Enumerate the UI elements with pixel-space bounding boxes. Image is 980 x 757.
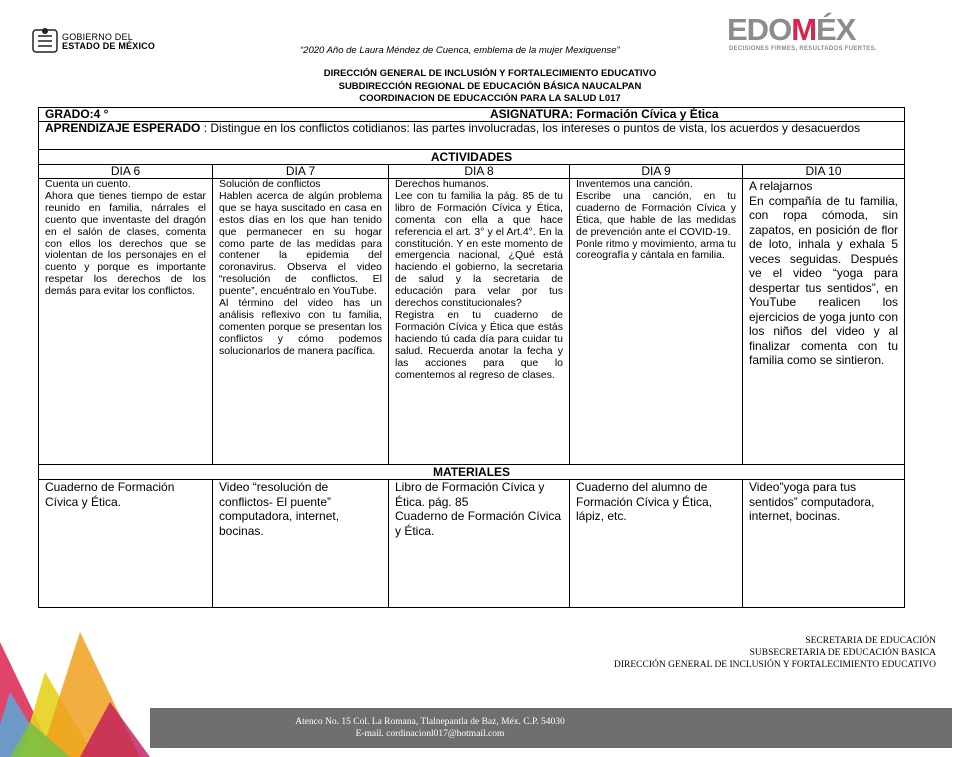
grade-row bbox=[39, 108, 905, 122]
brand-x: ÉX bbox=[816, 12, 856, 47]
footer-email[interactable]: E-mail. cordinacionl017@hotmail.com bbox=[355, 729, 505, 739]
material-cell: Libro de Formación Cívica y Ética. pág. 85 Cuaderno de Formación Cívica y Ética. bbox=[389, 480, 570, 608]
government-logo-text bbox=[62, 33, 155, 51]
activities-table bbox=[38, 107, 905, 608]
activity-cell: Cuenta un cuento. Ahora que tienes tiempo de estar reunido en familia, nárrales el cuento que inventaste del dragón en el salón de clases, comenta con ellos los derechos que se violentan de los personajes en el cuento y porque es importante respetar los derechos de los demás para evitar los conflictos. bbox=[39, 179, 213, 465]
title-line: COORDINACION DE EDUCACCIÓN PARA LA SALUD L017 bbox=[359, 93, 621, 104]
activities-row bbox=[39, 179, 905, 465]
title-line: SUBDIRECCIÓN REGIONAL DE EDUCACIÓN BÁSICA NAUCALPAN bbox=[338, 80, 642, 92]
footer-bar bbox=[150, 708, 952, 748]
day-header: DIA 8 bbox=[389, 165, 570, 179]
learning-text: : Distingue en los conflictos cotidianos: las partes involucradas, los intereses o puntos de vista, los acuerdos y desacuerdos bbox=[200, 121, 861, 135]
activity-cell: Inventemos una canción. Escribe una canción, en tu cuaderno de Formación Cívica y Ética, que hable de las medidas de prevención ante el COVID-19. Ponle ritmo y movimiento, arma tu coreografía y cántala en familia. bbox=[570, 179, 743, 465]
brand-mid: M bbox=[791, 12, 817, 47]
footer-contact bbox=[150, 716, 710, 740]
activity-cell: Derechos humanos. Lee con tu familia la pág. 85 de tu libro de Formación Cívica y Ética, comenta con ella a que hace referencia el art. 3° y el Art.4°. En la constitución. Y en este momento de emergencia nacional, ¿Qué está haciendo el gobierno, la secretaria de salud y la secretaria de educación para velar por tus derechos constitucionales? Registra en tu cuaderno de Formación Cívica y Ética que estás haciendo tú cada día para cuidar tu salud. Recuerda anotar la fecha y las acciones para que lo comentemos al regreso de clases. bbox=[389, 179, 570, 465]
learning-cell bbox=[39, 122, 905, 150]
gov-line1: GOBIERNO DEL bbox=[62, 32, 133, 42]
activity-cell: Solución de conflictos Hablen acerca de algún problema que se haya suscitado en casa en estos días en los que han tenido que permanecer en su hogar como parte de las medidas para contener la epidemia del coronavirus. Observa el video “resolución de conflictos. El puente”, encuéntralo en YouTube. Al término del video has un análisis reflexivo con tu familia, comenten porque se presentan los conflictos y cómo podemos solucionarlos de manera pacífica. bbox=[213, 179, 389, 465]
state-coat-of-arms-icon bbox=[30, 26, 60, 56]
material-cell: Video “resolución de conflictos- El puente” computadora, internet, bocinas. bbox=[213, 480, 389, 608]
footer-address: Atenco No. 15 Col. La Romana, Tlalnepantla de Baz, Méx. C.P. 54030 bbox=[295, 717, 565, 727]
document-titles bbox=[0, 68, 980, 106]
gov-line2: ESTADO DE MÉXICO bbox=[62, 41, 156, 51]
day-header: DIA 9 bbox=[570, 165, 743, 179]
materials-title-row bbox=[39, 465, 905, 480]
footer-line: DIRECCIÓN GENERAL DE INCLUSIÓN Y FORTALECIMIENTO EDUCATIVO bbox=[614, 660, 936, 670]
day-header: DIA 7 bbox=[213, 165, 389, 179]
grade-cell: GRADO:4 ° bbox=[39, 108, 389, 122]
day-header: DIA 6 bbox=[39, 165, 213, 179]
subject-cell: ASIGNATURA: Formación Cívica y Ética bbox=[389, 108, 905, 122]
activity-cell: A relajarnos En compañía de tu familia, con ropa cómoda, sin zapatos, en posición de flor de loto, inhala y exhala 5 veces seguidas. Después ve el video “yoga para despertar tus sentidos”, en YouTube realicen los ejercicios de yoga junto con los niños del video y al finalizar comenta con tu familia como se sintieron. bbox=[743, 179, 905, 465]
brand-tagline: DECISIONES FIRMES, RESULTADOS FUERTES. bbox=[729, 46, 877, 52]
footer-line: SUBSECRETARIA DE EDUCACIÓN BASICA bbox=[749, 648, 936, 658]
decorative-triangles-graphic bbox=[0, 632, 160, 757]
materials-title: MATERIALES bbox=[39, 465, 905, 480]
title-line: DIRECCIÓN GENERAL DE INCLUSIÓN Y FORTALECIMIENTO EDUCATIVO bbox=[323, 68, 657, 79]
materials-row bbox=[39, 480, 905, 608]
footer-line: SECRETARIA DE EDUCACIÓN bbox=[805, 636, 936, 646]
material-cell: Cuaderno del alumno de Formación Cívica y Ética, lápiz, etc. bbox=[570, 480, 743, 608]
material-cell: Cuaderno de Formación Cívica y Ética. bbox=[39, 480, 213, 608]
day-header: DIA 10 bbox=[743, 165, 905, 179]
footer-institution bbox=[614, 635, 936, 671]
year-motto: “2020 Año de Laura Méndez de Cuenca, emblema de la mujer Mexiquense” bbox=[300, 45, 620, 56]
activities-title-row bbox=[39, 150, 905, 165]
edomex-logo bbox=[727, 14, 887, 52]
activities-title: ACTIVIDADES bbox=[39, 150, 905, 165]
brand-pre: EDO bbox=[727, 12, 792, 47]
learning-row bbox=[39, 122, 905, 150]
learning-label: APRENDIZAJE ESPERADO bbox=[45, 121, 201, 135]
material-cell: Video”yoga para tus sentidos” computadora, internet, bocinas. bbox=[743, 480, 905, 608]
days-row bbox=[39, 165, 905, 179]
